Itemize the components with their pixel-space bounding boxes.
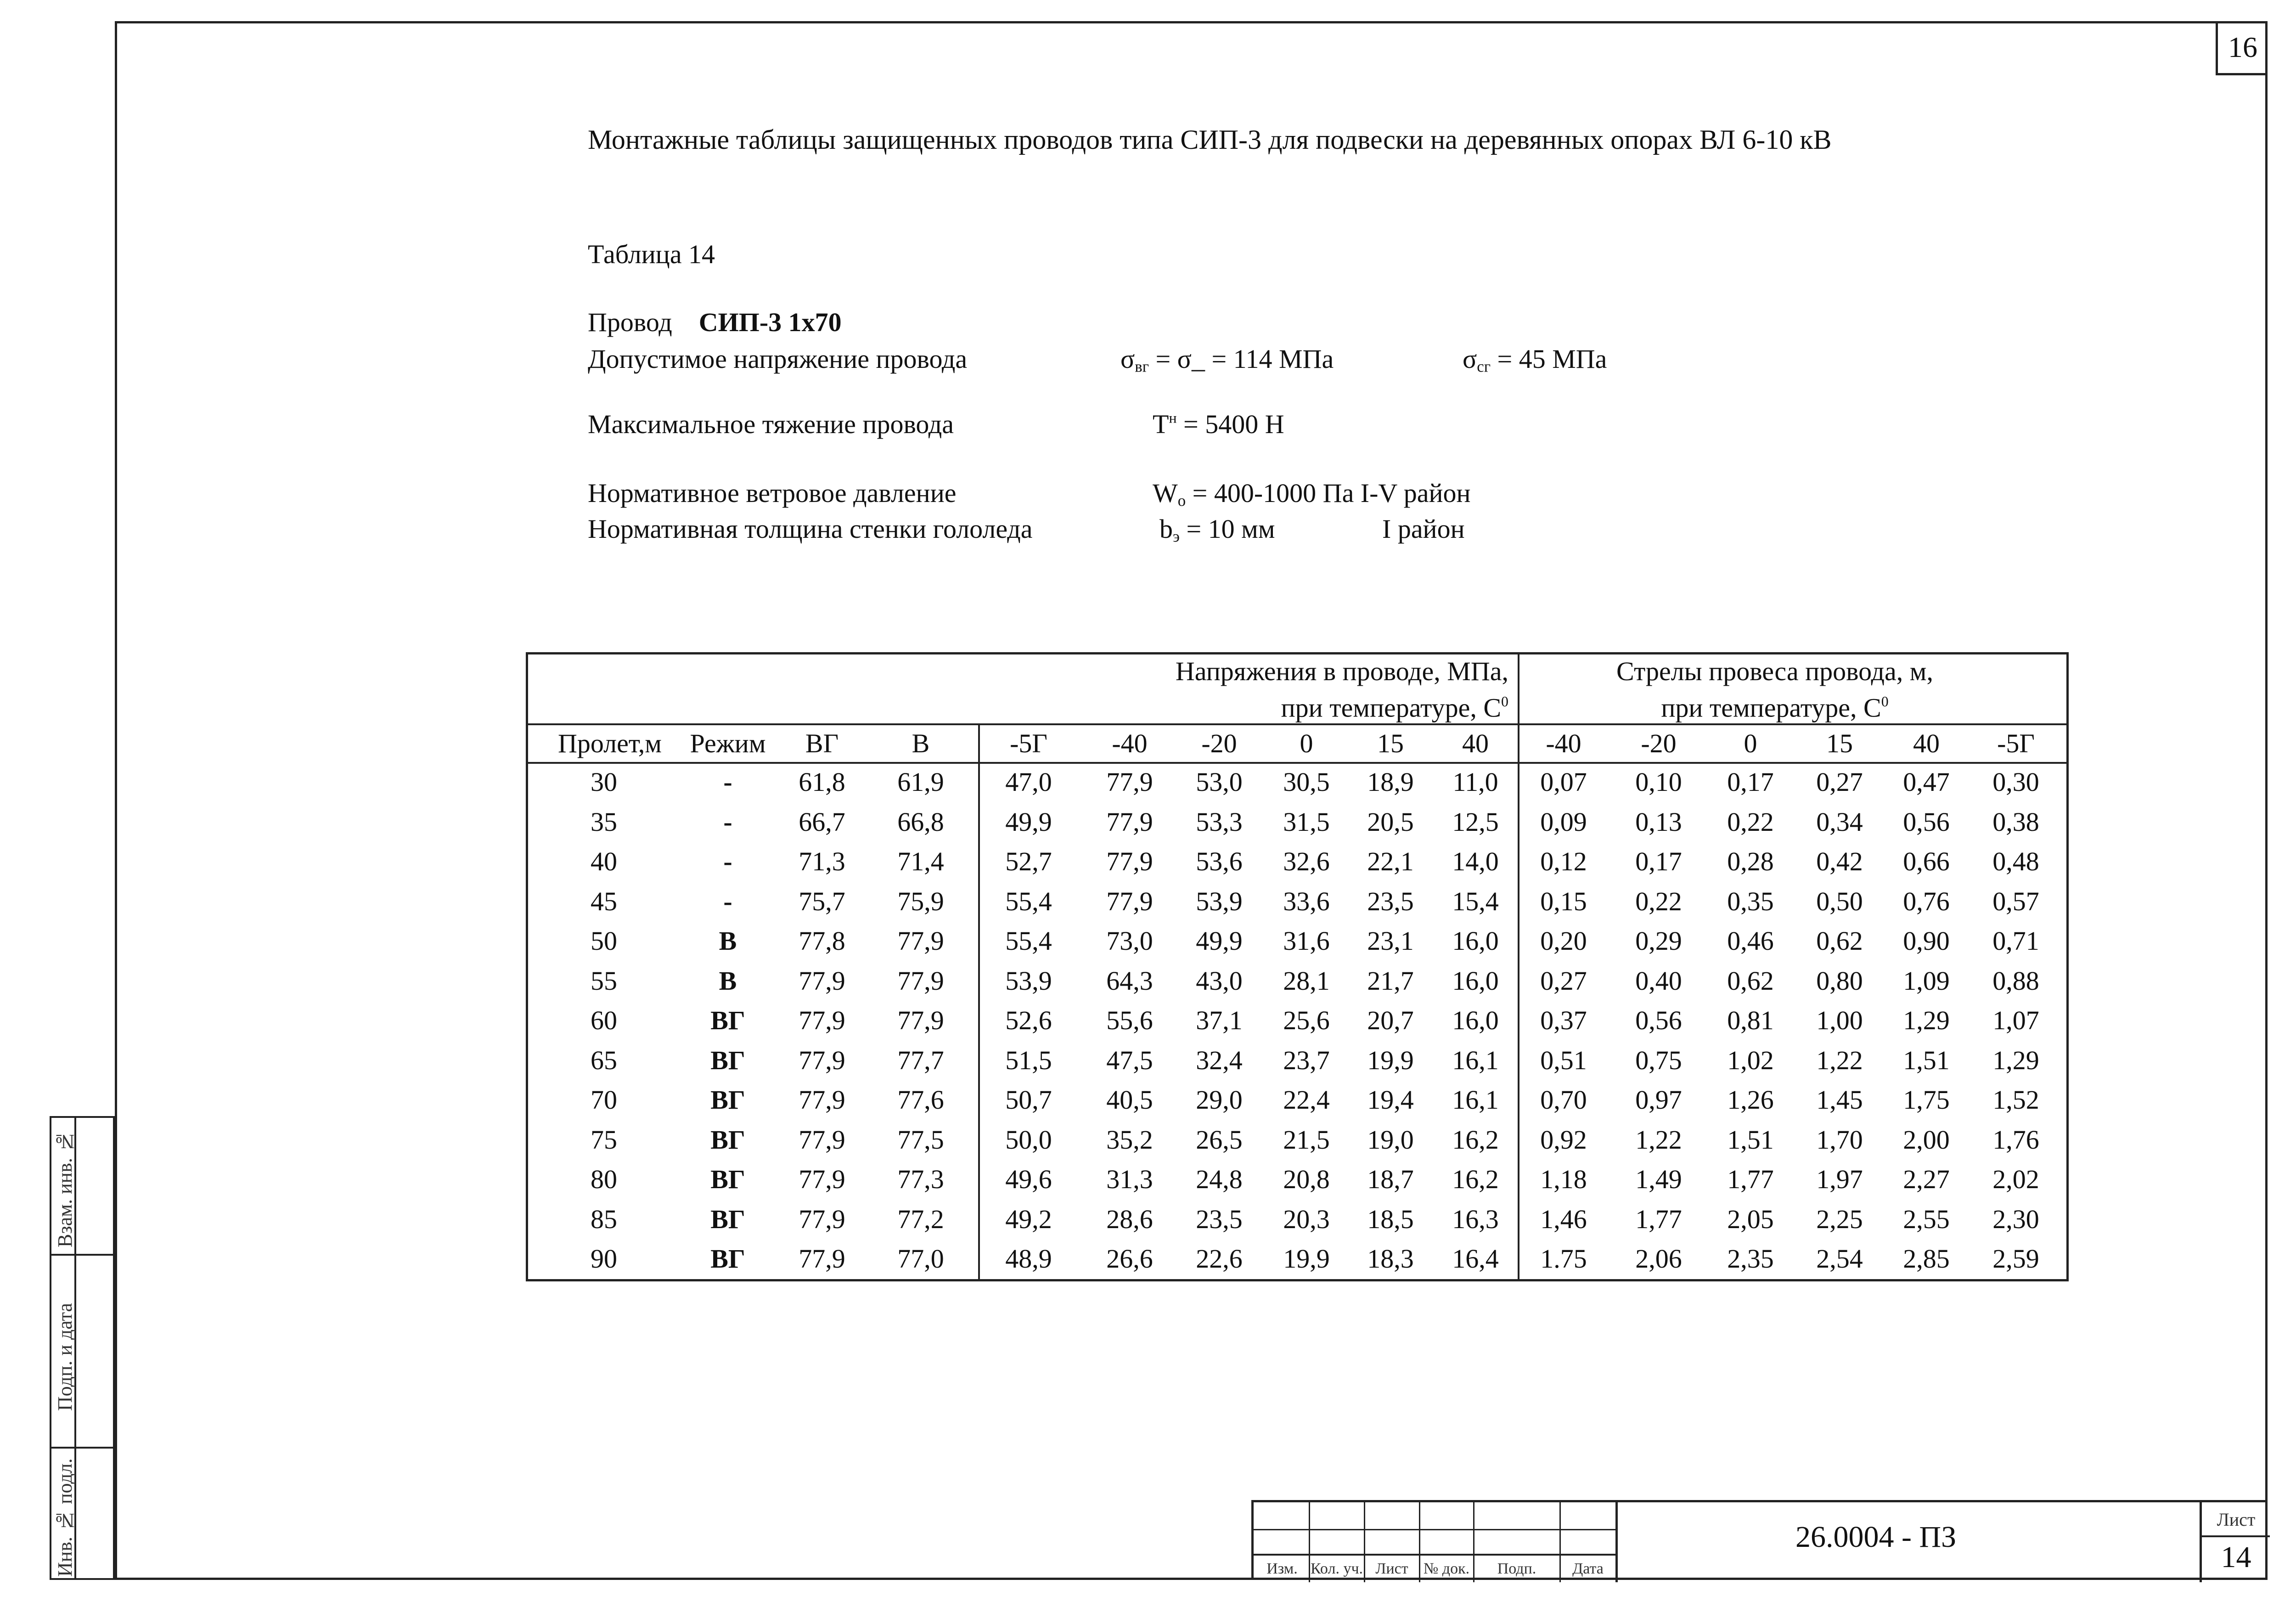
value-cell: 0,13	[1635, 806, 1682, 837]
sign-date-label: Подп. и дата	[54, 1303, 76, 1411]
value-cell: 0,34	[1816, 806, 1863, 837]
title-block	[1251, 1500, 2268, 1580]
value-cell: 77,9	[897, 1005, 944, 1035]
value-cell: 66,8	[897, 806, 944, 837]
sigma-sub-2: сг	[1477, 357, 1491, 376]
degree-sup: 0	[1501, 694, 1508, 710]
value-cell: 61,8	[799, 767, 845, 797]
value-cell: 49,9	[1196, 926, 1243, 956]
value-cell: 1,70	[1816, 1124, 1863, 1155]
stress-header-line2	[978, 687, 1508, 723]
value-cell: 51,5	[1005, 1045, 1052, 1075]
value-cell: 25,6	[1283, 1005, 1330, 1035]
value-cell: 0,90	[1903, 926, 1950, 956]
value-cell: 0,62	[1816, 926, 1863, 956]
value-cell: 0,07	[1540, 767, 1587, 797]
value-cell: 0,66	[1903, 846, 1950, 876]
value-cell: 0,38	[1992, 806, 2039, 837]
value-cell: 77,9	[1106, 806, 1153, 837]
value-cell: 77,9	[799, 1164, 845, 1194]
value-cell: 0,50	[1816, 886, 1863, 916]
wind-label: Нормативное ветровое давление	[588, 478, 957, 508]
value-cell: 1,07	[1992, 1005, 2039, 1035]
value-cell: 0,97	[1635, 1085, 1682, 1115]
ice-region: I район	[1382, 514, 1465, 544]
value-cell: 1,29	[1903, 1005, 1950, 1035]
value-cell: 32,6	[1283, 846, 1330, 876]
column-header: -20	[1641, 728, 1677, 758]
value-cell: 1,00	[1816, 1005, 1863, 1035]
tension-number: = 5400 Н	[1176, 409, 1284, 439]
column-header: -40	[1112, 728, 1148, 758]
max-tension-label: Максимальное тяжение провода	[588, 409, 954, 439]
value-cell: 0,76	[1903, 886, 1950, 916]
wire-line	[588, 307, 842, 338]
value-cell: 14,0	[1452, 846, 1499, 876]
value-cell: 0,17	[1727, 767, 1774, 797]
stamp-col-date: Дата	[1572, 1560, 1604, 1577]
value-cell: 1,22	[1635, 1124, 1682, 1155]
sigma-symbol-2: σ	[1463, 344, 1477, 374]
value-cell: 1,51	[1903, 1045, 1950, 1075]
mode-cell: ВГ	[710, 1045, 745, 1075]
value-cell: 18,7	[1367, 1164, 1414, 1194]
value-cell: 55,4	[1005, 926, 1052, 956]
value-cell: 77,9	[799, 1005, 845, 1035]
value-cell: 2,25	[1816, 1204, 1863, 1234]
value-cell: 0,27	[1540, 965, 1587, 996]
value-cell: 16,3	[1452, 1204, 1499, 1234]
value-cell: 16,0	[1452, 1005, 1499, 1035]
value-cell: 2,54	[1816, 1244, 1863, 1274]
stamp-col-list: Лист	[1375, 1560, 1408, 1577]
value-cell: 77,9	[799, 1244, 845, 1274]
value-cell: 53,0	[1196, 767, 1243, 797]
value-cell: 77,9	[897, 965, 944, 996]
value-cell: 20,8	[1283, 1164, 1330, 1194]
ice-label: Нормативная толщина стенки гололеда	[588, 514, 1033, 544]
value-cell: 19,9	[1367, 1045, 1414, 1075]
span-cell: 50	[591, 926, 617, 956]
column-header: 15	[1377, 728, 1404, 758]
value-cell: 0,57	[1992, 886, 2039, 916]
value-cell: 20,3	[1283, 1204, 1330, 1234]
value-cell: 77,5	[897, 1124, 944, 1155]
wire-label: Провод	[588, 307, 672, 337]
value-cell: 77,9	[799, 1124, 845, 1155]
replace-inv-label: Взам. инв. №	[54, 1130, 76, 1248]
value-cell: 77,6	[897, 1085, 944, 1115]
stamp-col-doc: № док.	[1423, 1560, 1470, 1577]
value-cell: 1,77	[1635, 1204, 1682, 1234]
column-header: -40	[1546, 728, 1581, 758]
wind-value	[1153, 478, 1471, 510]
stamp-hline	[1254, 1529, 1615, 1530]
value-cell: 77,9	[1106, 886, 1153, 916]
value-cell: 18,5	[1367, 1204, 1414, 1234]
value-cell: 12,5	[1452, 806, 1499, 837]
span-cell: 30	[591, 767, 617, 797]
value-cell: 0,27	[1816, 767, 1863, 797]
left-stamp-strip	[50, 1116, 115, 1580]
value-cell: 0,22	[1635, 886, 1682, 916]
value-cell: 0,75	[1635, 1045, 1682, 1075]
stamp-col-kol: Кол. уч.	[1310, 1560, 1363, 1577]
tension-sup: н	[1169, 410, 1177, 426]
ice-value	[1159, 513, 1275, 546]
value-cell: 66,7	[799, 806, 845, 837]
value-cell: 49,6	[1005, 1164, 1052, 1194]
value-cell: 2,06	[1635, 1244, 1682, 1274]
value-cell: 77,9	[799, 1085, 845, 1115]
mode-cell: ВГ	[710, 1204, 745, 1234]
max-tension-value	[1153, 409, 1284, 440]
mode-cell: -	[723, 846, 732, 876]
value-cell: 31,3	[1106, 1164, 1153, 1194]
mode-cell: ВГ	[710, 1164, 745, 1194]
span-cell: 45	[591, 886, 617, 916]
stamp-col-izm: Изм.	[1266, 1560, 1298, 1577]
mode-cell: ВГ	[710, 1005, 745, 1035]
value-cell: 47,0	[1005, 767, 1052, 797]
value-cell: 52,6	[1005, 1005, 1052, 1035]
value-cell: 24,8	[1196, 1164, 1243, 1194]
mode-cell: В	[719, 965, 737, 996]
value-cell: 77,9	[799, 1204, 845, 1234]
wind-symbol: W	[1153, 478, 1178, 508]
value-cell: 31,6	[1283, 926, 1330, 956]
value-cell: 40,5	[1106, 1085, 1153, 1115]
table-hline	[528, 762, 2066, 764]
mode-cell: -	[723, 886, 732, 916]
value-cell: 1,26	[1727, 1085, 1774, 1115]
column-header: 15	[1826, 728, 1853, 758]
value-cell: 22,4	[1283, 1085, 1330, 1115]
value-cell: 77,3	[897, 1164, 944, 1194]
span-cell: 70	[591, 1085, 617, 1115]
value-cell: 19,9	[1283, 1244, 1330, 1274]
value-cell: 77,8	[799, 926, 845, 956]
value-cell: 0,80	[1816, 965, 1863, 996]
value-cell: 71,4	[897, 846, 944, 876]
ice-symbol: b	[1159, 514, 1173, 544]
value-cell: 20,5	[1367, 806, 1414, 837]
montage-table	[526, 652, 2069, 1281]
value-cell: 0,48	[1992, 846, 2039, 876]
column-header: -5Г	[1997, 728, 2035, 758]
value-cell: 49,2	[1005, 1204, 1052, 1234]
column-header: -20	[1201, 728, 1237, 758]
value-cell: 0,71	[1992, 926, 2039, 956]
ice-number: = 10 мм	[1179, 514, 1275, 544]
sigma-symbol: σ	[1120, 344, 1135, 374]
value-cell: 77,9	[799, 1045, 845, 1075]
value-cell: 2,85	[1903, 1244, 1950, 1274]
value-cell: 0,09	[1540, 806, 1587, 837]
value-cell: 1,75	[1903, 1085, 1950, 1115]
value-cell: 2,59	[1992, 1244, 2039, 1274]
value-cell: 0,47	[1903, 767, 1950, 797]
table-vline	[978, 723, 980, 1279]
stamp-vline	[2200, 1502, 2202, 1582]
value-cell: 23,7	[1283, 1045, 1330, 1075]
value-cell: 0,56	[1635, 1005, 1682, 1035]
value-cell: 71,3	[799, 846, 845, 876]
value-cell: 1,76	[1992, 1124, 2039, 1155]
value-cell: 55,4	[1005, 886, 1052, 916]
column-header: Пролет,м	[558, 728, 662, 758]
value-cell: 0,81	[1727, 1005, 1774, 1035]
value-cell: 31,5	[1283, 806, 1330, 837]
value-cell: 0,62	[1727, 965, 1774, 996]
value-cell: 0,56	[1903, 806, 1950, 837]
value-cell: 0,88	[1992, 965, 2039, 996]
span-cell: 85	[591, 1204, 617, 1234]
value-cell: 47,5	[1106, 1045, 1153, 1075]
value-cell: 1,09	[1903, 965, 1950, 996]
value-cell: 77,9	[799, 965, 845, 996]
sigma-sg-value	[1463, 344, 1607, 376]
value-cell: 75,9	[897, 886, 944, 916]
value-cell: 1,49	[1635, 1164, 1682, 1194]
value-cell: 37,1	[1196, 1005, 1243, 1035]
value-cell: 1,51	[1727, 1124, 1774, 1155]
value-cell: 26,5	[1196, 1124, 1243, 1155]
value-cell: 29,0	[1196, 1085, 1243, 1115]
value-cell: 77,0	[897, 1244, 944, 1274]
value-cell: 1,97	[1816, 1164, 1863, 1194]
tension-symbol: Т	[1153, 409, 1169, 439]
mode-cell: В	[719, 926, 737, 956]
value-cell: 0,35	[1727, 886, 1774, 916]
value-cell: 77,9	[1106, 846, 1153, 876]
stamp-hline	[1254, 1554, 1615, 1556]
page-title: Монтажные таблицы защищенных проводов типа СИП-3 для подвески на деревянных опорах ВЛ 6-10 кВ	[588, 124, 1832, 155]
value-cell: 0,10	[1635, 767, 1682, 797]
value-cell: 32,4	[1196, 1045, 1243, 1075]
value-cell: 0,37	[1540, 1005, 1587, 1035]
value-cell: 2,02	[1992, 1164, 2039, 1194]
sag-group-header	[1518, 656, 2032, 723]
value-cell: 26,6	[1106, 1244, 1153, 1274]
span-cell: 40	[591, 846, 617, 876]
value-cell: 21,5	[1283, 1124, 1330, 1155]
value-cell: 16,2	[1452, 1164, 1499, 1194]
value-cell: 0,29	[1635, 926, 1682, 956]
value-cell: 48,9	[1005, 1244, 1052, 1274]
wind-sub: о	[1177, 491, 1186, 510]
sigma-sub: вг	[1135, 357, 1149, 376]
value-cell: 52,7	[1005, 846, 1052, 876]
stamp-vline	[1615, 1502, 1618, 1582]
value-cell: 15,4	[1452, 886, 1499, 916]
value-cell: 77,9	[897, 926, 944, 956]
value-cell: 53,9	[1196, 886, 1243, 916]
sheet-label: Лист	[2217, 1509, 2256, 1530]
value-cell: 33,6	[1283, 886, 1330, 916]
value-cell: 0,15	[1540, 886, 1587, 916]
column-header: 0	[1744, 728, 1757, 758]
stress-group-header	[978, 656, 1508, 723]
sag-header-text: при температуре, С	[1661, 693, 1881, 723]
value-cell: 1,46	[1540, 1204, 1587, 1234]
column-header: 40	[1913, 728, 1940, 758]
mode-cell: -	[723, 767, 732, 797]
column-header: 0	[1300, 728, 1313, 758]
ice-sub: э	[1173, 527, 1180, 546]
inv-orig-label: Инв. № подл.	[54, 1458, 76, 1577]
span-cell: 80	[591, 1164, 617, 1194]
value-cell: 16,1	[1452, 1045, 1499, 1075]
value-cell: 1,22	[1816, 1045, 1863, 1075]
value-cell: 2,00	[1903, 1124, 1950, 1155]
allowable-stress-label: Допустимое напряжение провода	[588, 344, 968, 374]
sag-header-line2	[1518, 687, 2032, 723]
value-cell: 22,6	[1196, 1244, 1243, 1274]
span-cell: 90	[591, 1244, 617, 1274]
value-cell: 77,2	[897, 1204, 944, 1234]
value-cell: 2,30	[1992, 1204, 2039, 1234]
value-cell: 21,7	[1367, 965, 1414, 996]
value-cell: 28,1	[1283, 965, 1330, 996]
value-cell: 53,9	[1005, 965, 1052, 996]
value-cell: 77,9	[1106, 767, 1153, 797]
value-cell: 19,0	[1367, 1124, 1414, 1155]
column-header: 40	[1462, 728, 1489, 758]
stamp-hline	[2200, 1535, 2270, 1537]
value-cell: 16,4	[1452, 1244, 1499, 1274]
value-cell: 0,92	[1540, 1124, 1587, 1155]
value-cell: 0,46	[1727, 926, 1774, 956]
value-cell: 1.75	[1540, 1244, 1587, 1274]
span-cell: 65	[591, 1045, 617, 1075]
value-cell: 20,7	[1367, 1005, 1414, 1035]
value-cell: 16,1	[1452, 1085, 1499, 1115]
top-sheet-number: 16	[2216, 21, 2268, 75]
sag-header-line1: Стрелы провеса провода, м,	[1616, 656, 1933, 686]
sigma-sg-number: = 45 МПа	[1490, 344, 1607, 374]
span-cell: 60	[591, 1005, 617, 1035]
value-cell: 49,9	[1005, 806, 1052, 837]
value-cell: 1,77	[1727, 1164, 1774, 1194]
value-cell: 1,18	[1540, 1164, 1587, 1194]
sheet-number: 14	[2221, 1540, 2251, 1574]
stress-value: = σ_ = 114 МПа	[1148, 344, 1334, 374]
column-header: ВГ	[805, 728, 839, 758]
value-cell: 16,0	[1452, 926, 1499, 956]
value-cell: 23,5	[1196, 1204, 1243, 1234]
value-cell: 0,20	[1540, 926, 1587, 956]
value-cell: 0,30	[1992, 767, 2039, 797]
value-cell: 50,7	[1005, 1085, 1052, 1115]
value-cell: 0,22	[1727, 806, 1774, 837]
value-cell: 2,05	[1727, 1204, 1774, 1234]
value-cell: 75,7	[799, 886, 845, 916]
value-cell: 0,28	[1727, 846, 1774, 876]
value-cell: 73,0	[1106, 926, 1153, 956]
wire-name: СИП-3 1х70	[698, 307, 842, 337]
value-cell: 64,3	[1106, 965, 1153, 996]
value-cell: 19,4	[1367, 1085, 1414, 1115]
value-cell: 22,1	[1367, 846, 1414, 876]
mode-cell: ВГ	[710, 1085, 745, 1115]
value-cell: 0,17	[1635, 846, 1682, 876]
value-cell: 0,12	[1540, 846, 1587, 876]
value-cell: 18,9	[1367, 767, 1414, 797]
value-cell: 0,40	[1635, 965, 1682, 996]
span-cell: 75	[591, 1124, 617, 1155]
stamp-col-podp: Подп.	[1497, 1560, 1536, 1577]
value-cell: 28,6	[1106, 1204, 1153, 1234]
mode-cell: ВГ	[710, 1244, 745, 1274]
value-cell: 55,6	[1106, 1005, 1153, 1035]
span-cell: 55	[591, 965, 617, 996]
value-cell: 11,0	[1452, 767, 1498, 797]
degree-sup: 0	[1881, 694, 1889, 710]
value-cell: 53,6	[1196, 846, 1243, 876]
value-cell: 50,0	[1005, 1124, 1052, 1155]
value-cell: 0,51	[1540, 1045, 1587, 1075]
value-cell: 43,0	[1196, 965, 1243, 996]
value-cell: 0,70	[1540, 1085, 1587, 1115]
span-cell: 35	[591, 806, 617, 837]
value-cell: 23,5	[1367, 886, 1414, 916]
value-cell: 1,29	[1992, 1045, 2039, 1075]
table-label: Таблица 14	[588, 239, 715, 269]
value-cell: 0,42	[1816, 846, 1863, 876]
stress-header-line1: Напряжения в проводе, МПа,	[1175, 656, 1508, 686]
document-code: 26.0004 - ПЗ	[1795, 1520, 1957, 1554]
value-cell: 2,27	[1903, 1164, 1950, 1194]
value-cell: 16,2	[1452, 1124, 1499, 1155]
value-cell: 1,02	[1727, 1045, 1774, 1075]
value-cell: 77,7	[897, 1045, 944, 1075]
value-cell: 53,3	[1196, 806, 1243, 837]
value-cell: 2,55	[1903, 1204, 1950, 1234]
allowable-stress-value	[1120, 344, 1334, 376]
value-cell: 61,9	[897, 767, 944, 797]
value-cell: 18,3	[1367, 1244, 1414, 1274]
value-cell: 35,2	[1106, 1124, 1153, 1155]
table-hline	[528, 723, 2066, 725]
value-cell: 1,52	[1992, 1085, 2039, 1115]
stress-header-text: при температуре, С	[1281, 693, 1502, 723]
column-header: -5Г	[1010, 728, 1047, 758]
wind-number: = 400-1000 Па I-V район	[1186, 478, 1471, 508]
mode-cell: ВГ	[710, 1124, 745, 1155]
value-cell: 16,0	[1452, 965, 1499, 996]
column-header: Режим	[690, 728, 766, 758]
value-cell: 23,1	[1367, 926, 1414, 956]
value-cell: 2,35	[1727, 1244, 1774, 1274]
value-cell: 30,5	[1283, 767, 1330, 797]
column-header: В	[912, 728, 930, 758]
mode-cell: -	[723, 806, 732, 837]
value-cell: 1,45	[1816, 1085, 1863, 1115]
